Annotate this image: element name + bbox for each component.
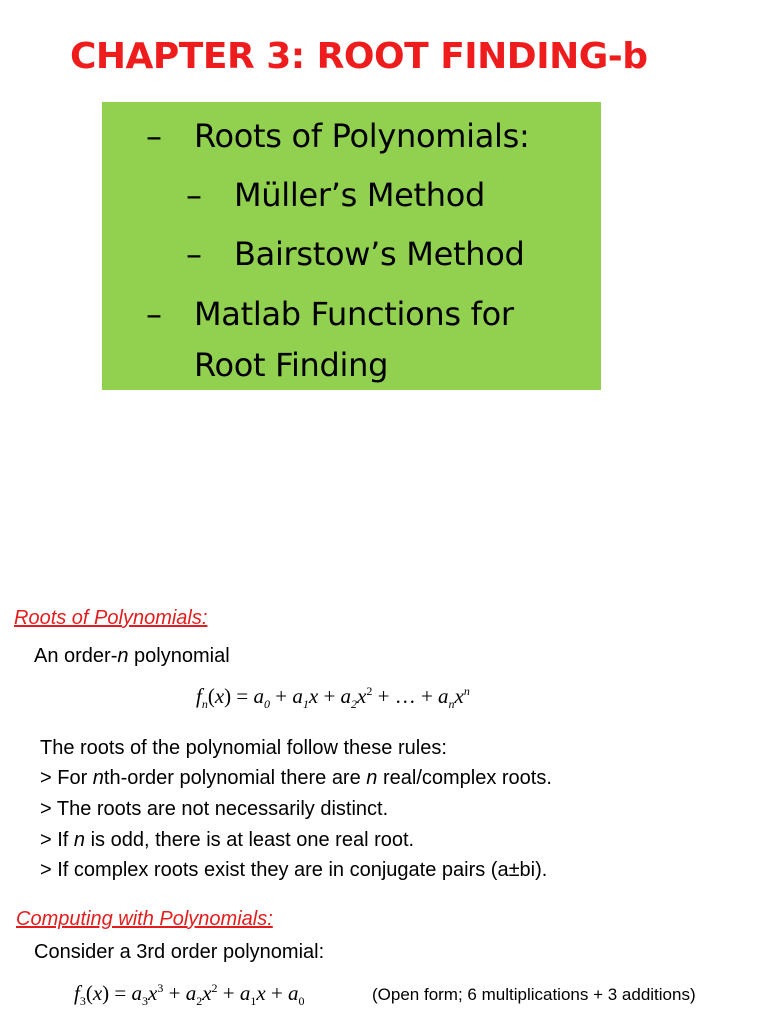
bullet-text: Müller’s Method: [234, 176, 486, 214]
bullet-text: Root Finding: [194, 346, 389, 384]
bullet-text: Matlab Functions for: [194, 295, 514, 333]
open-form-note: (Open form; 6 multiplications + 3 additions): [372, 985, 696, 1004]
roots-of-polynomials-heading: Roots of Polynomials:: [14, 607, 208, 629]
slide-title: CHAPTER 3: ROOT FINDING-b: [70, 36, 648, 77]
bullet-dash: –: [186, 176, 202, 214]
bullet-text: Bairstow’s Method: [234, 235, 525, 273]
rules-intro: The roots of the polynomial follow these rules:: [40, 737, 447, 759]
polynomial-formula: $f_n(x) = a_0 + a_1x + a_2x^2$ + … + $a_nx^n$: [196, 684, 470, 712]
rule-not-distinct: > The roots are not necessarily distinct.: [40, 798, 389, 820]
rule-conjugate-pairs: > If complex roots exist they are in conjugate pairs (a±bi).: [40, 859, 548, 881]
bullet-text: Roots of Polynomials:: [194, 117, 530, 155]
order-n-intro: An order-n polynomial: [34, 645, 230, 667]
computing-with-polynomials-heading: Computing with Polynomials:: [16, 908, 273, 930]
bullet-dash: –: [146, 295, 162, 333]
topics-box: [102, 102, 601, 390]
bullet-dash: –: [146, 117, 162, 155]
third-order-intro: Consider a 3rd order polynomial:: [34, 941, 325, 963]
cubic-formula: $f_3(x) = a_3x^3 + a_2x^2 + a_1x + a_0$: [74, 981, 305, 1009]
rule-odd-real-root: > If n is odd, there is at least one real root.: [40, 829, 415, 851]
rule-nth-order: > For nth-order polynomial there are n real/complex roots.: [40, 767, 552, 789]
bullet-dash: –: [186, 235, 202, 273]
